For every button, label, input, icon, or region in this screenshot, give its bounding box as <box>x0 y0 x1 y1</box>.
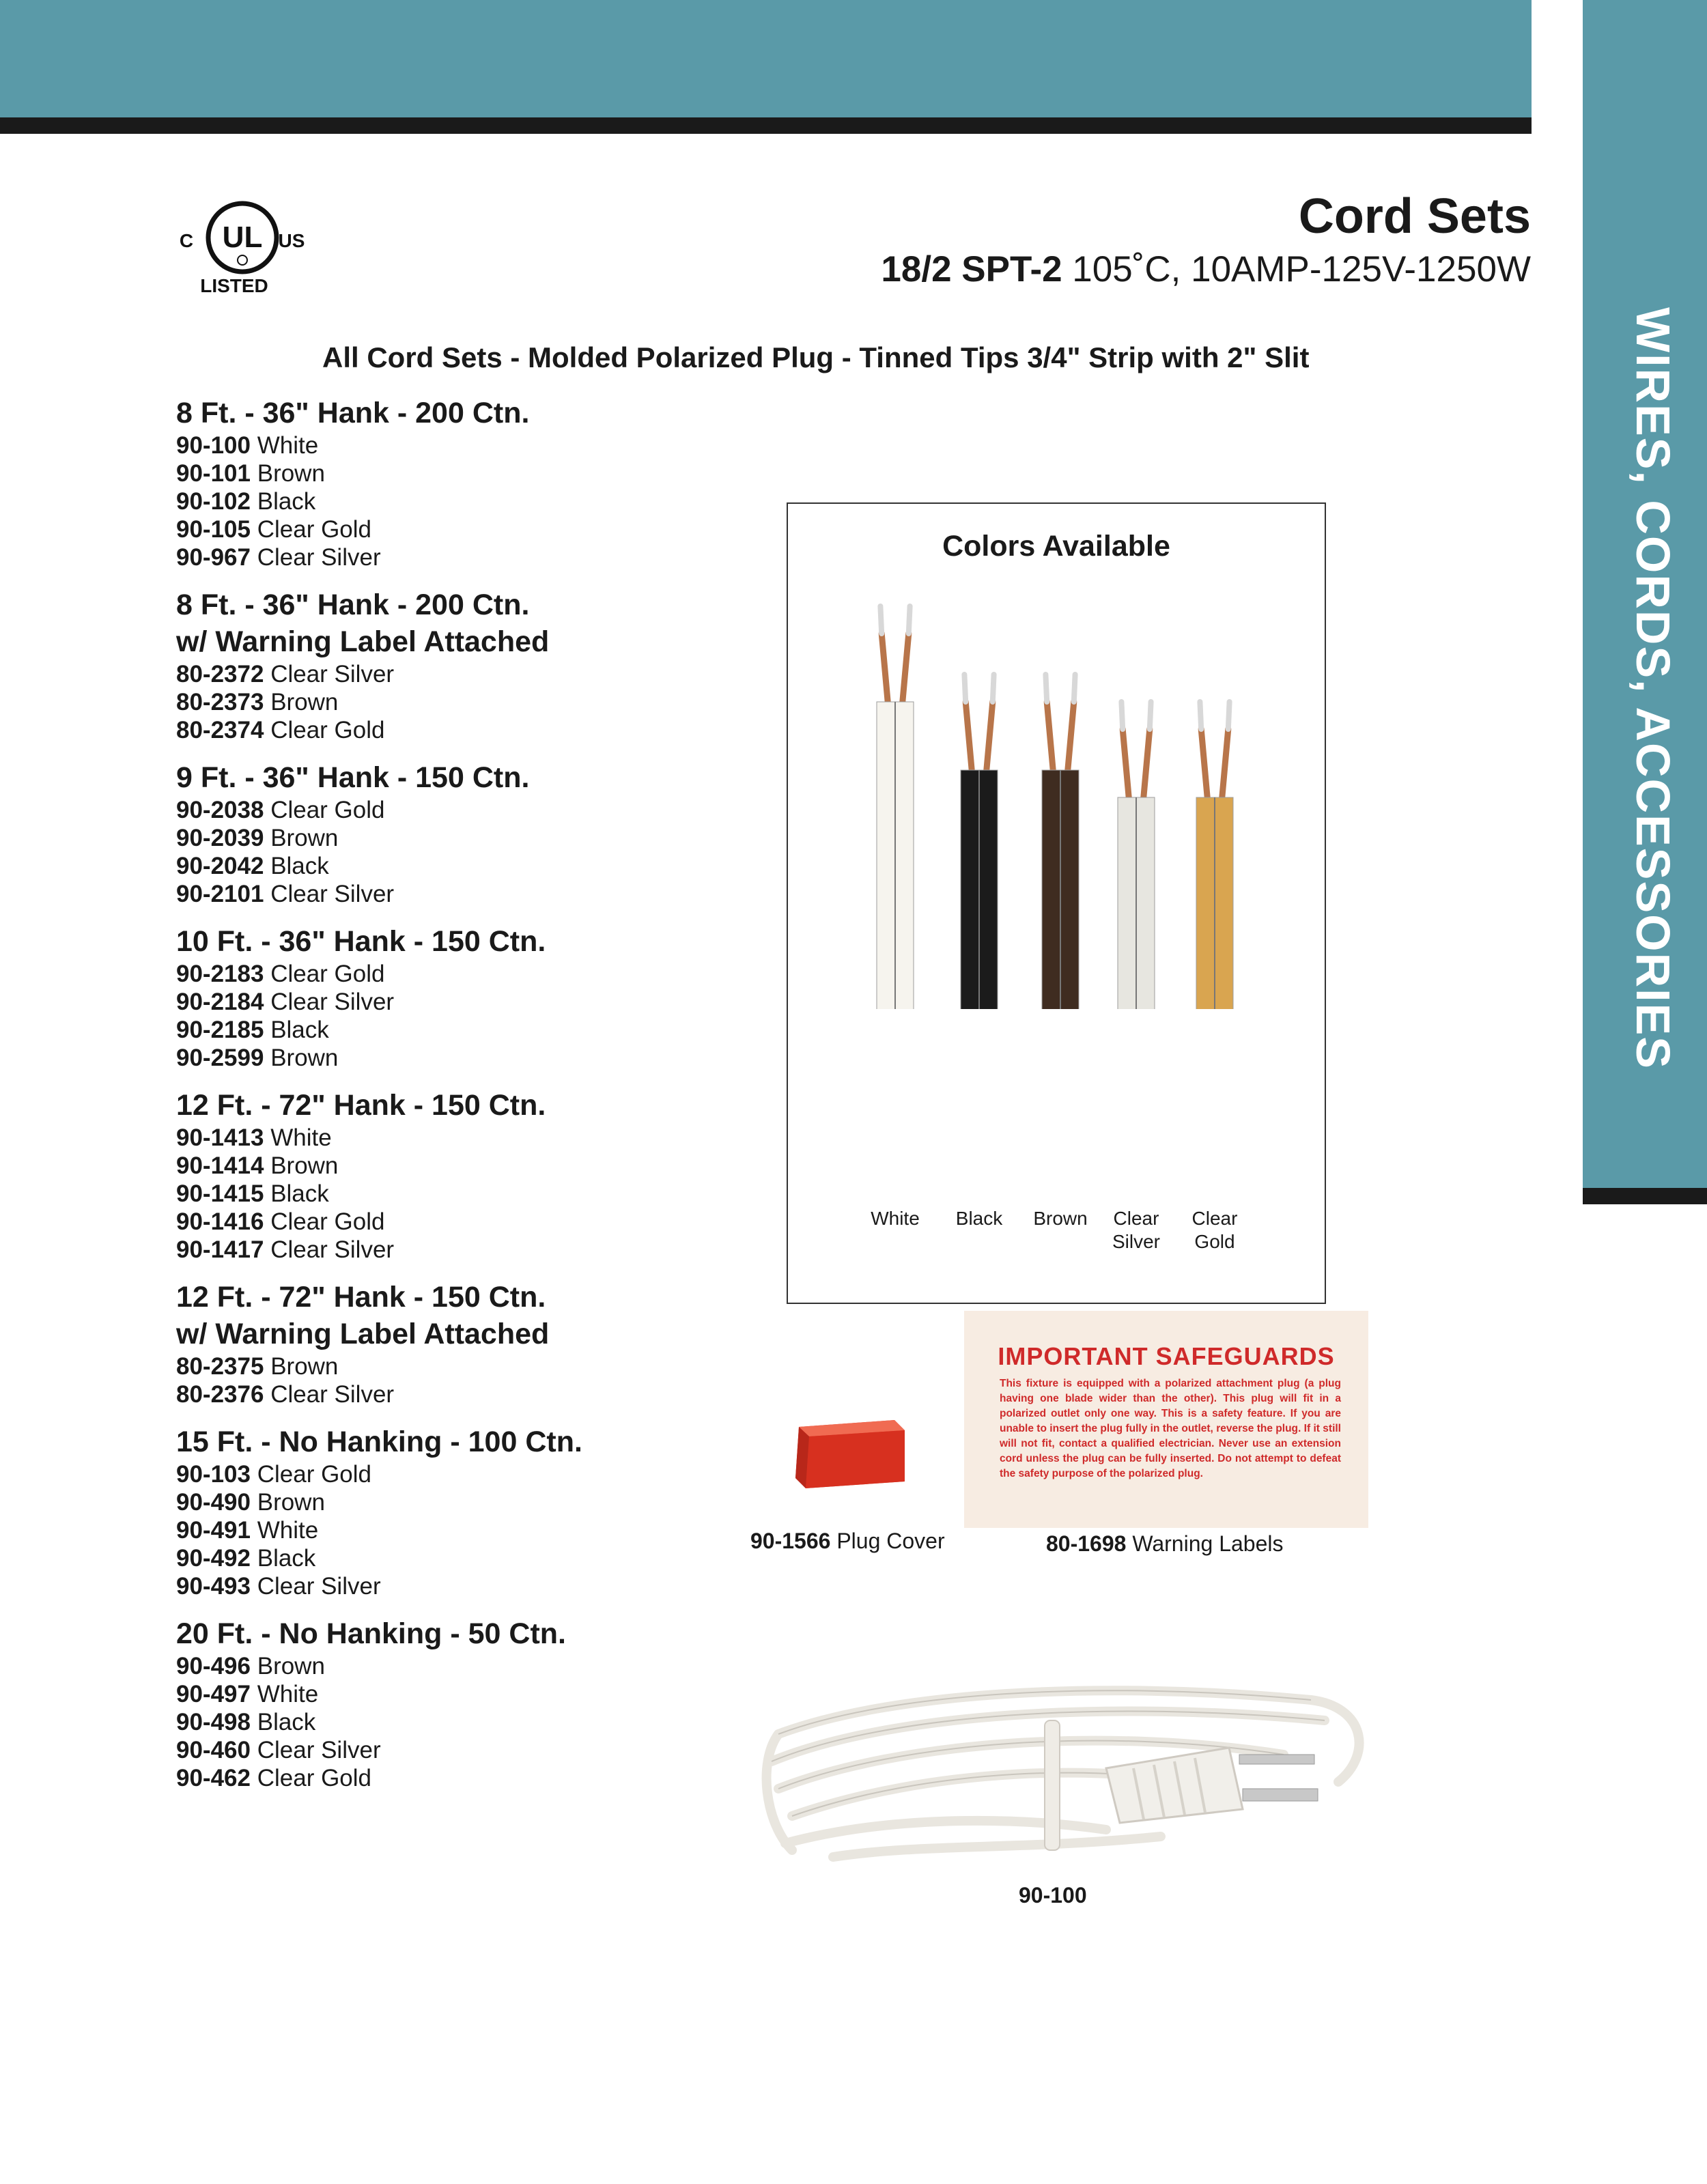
product-item <box>176 988 791 1016</box>
product-color: Brown <box>270 1152 339 1179</box>
product-code: 90-2185 <box>176 1017 264 1043</box>
product-item <box>176 852 791 880</box>
top-header-band <box>0 0 1532 117</box>
group-heading: 10 Ft. - 36" Hank - 150 Ctn. <box>176 925 546 958</box>
product-code: 90-2038 <box>176 797 264 823</box>
product-item <box>176 543 791 571</box>
product-color: White <box>257 1517 319 1544</box>
tinned-tip <box>1150 702 1151 729</box>
tinned-tip <box>909 606 910 634</box>
plug-cover-image <box>785 1413 922 1495</box>
product-color: Clear Silver <box>257 1573 381 1600</box>
product-code: 90-103 <box>176 1461 251 1488</box>
colors-available-panel <box>787 502 1326 1304</box>
product-item <box>176 1208 791 1236</box>
product-item <box>176 1460 791 1488</box>
tinned-tip <box>993 675 994 702</box>
product-color: Black <box>270 853 329 879</box>
wire-sample <box>961 675 998 1009</box>
product-color: Clear Gold <box>270 717 385 743</box>
ul-letters: UL <box>222 221 263 254</box>
product-code: 90-498 <box>176 1709 251 1735</box>
swatch-label-line2: Silver <box>1112 1231 1160 1252</box>
product-item <box>176 1380 791 1408</box>
product-color: Black <box>257 1545 316 1572</box>
swatch-label-line2: Gold <box>1194 1231 1235 1252</box>
product-code: 90-490 <box>176 1489 251 1516</box>
product-item <box>176 1352 791 1380</box>
product-code: 90-100 <box>176 432 251 459</box>
product-code: 80-2373 <box>176 689 264 715</box>
product-item <box>176 1652 791 1680</box>
group-heading: 20 Ft. - No Hanking - 50 Ctn. <box>176 1617 566 1650</box>
product-item <box>176 487 791 515</box>
tinned-tip <box>1045 675 1047 702</box>
product-item <box>176 1236 791 1264</box>
group-heading: 8 Ft. - 36" Hank - 200 Ctn. <box>176 397 530 429</box>
copper-lead <box>1144 729 1150 797</box>
product-color: Black <box>270 1180 329 1207</box>
product-color: Clear Gold <box>270 961 385 987</box>
product-item <box>176 1488 791 1516</box>
product-code: 90-105 <box>176 516 251 543</box>
tinned-tip <box>1121 702 1123 729</box>
product-color: Brown <box>270 1353 339 1380</box>
warning-label-title: IMPORTANT SAFEGUARDS <box>998 1342 1335 1370</box>
product-code: 80-2374 <box>176 717 264 743</box>
product-group <box>176 1279 791 1408</box>
product-code: 90-1416 <box>176 1208 264 1235</box>
product-color: Clear Silver <box>270 989 395 1015</box>
product-color: Clear Silver <box>270 661 395 687</box>
product-item <box>176 880 791 908</box>
product-item <box>176 1124 791 1152</box>
swatch-label-line1: Brown <box>1033 1208 1088 1229</box>
swatch-label <box>854 1207 936 1230</box>
product-color: Brown <box>270 825 339 851</box>
feature-banner: All Cord Sets - Molded Polarized Plug - Tinned Tips 3/4" Strip with 2" Slit <box>322 341 1310 373</box>
top-header-rule <box>0 117 1532 134</box>
product-code: 90-493 <box>176 1573 251 1600</box>
product-item <box>176 1736 791 1764</box>
product-item <box>176 688 791 716</box>
product-color: Clear Silver <box>257 1737 381 1763</box>
product-color: Clear Silver <box>270 1236 395 1263</box>
product-item <box>176 824 791 852</box>
product-code: 90-2183 <box>176 961 264 987</box>
tinned-tip <box>880 606 881 634</box>
product-code: 90-967 <box>176 544 251 571</box>
product-color: Clear Gold <box>270 1208 385 1235</box>
cord-set-image <box>751 1652 1386 1877</box>
product-code: 80-2376 <box>176 1381 264 1408</box>
product-item <box>176 1516 791 1544</box>
wire-sample <box>1196 702 1233 1009</box>
product-item <box>176 431 791 459</box>
product-color: Clear Gold <box>257 516 372 543</box>
product-item <box>176 459 791 487</box>
product-code: 90-491 <box>176 1517 251 1544</box>
product-group <box>176 923 791 1072</box>
wire-sample <box>877 606 914 1009</box>
subtitle-rating: 105˚C, 10AMP-125V-1250W <box>1062 249 1531 289</box>
swatch-label <box>1174 1207 1256 1253</box>
swatch-label <box>1095 1207 1177 1253</box>
product-group <box>176 1087 791 1264</box>
product-item <box>176 960 791 988</box>
warning-label-text: This fixture is equipped with a polarized attachment plug (a plug having one blade wider than the other). This plug will fit in a polarized outlet only one way. This is a safety feature. If you are unable to insert the plug fully in the outlet, reverse the plug. If it still will not fit, contact a qualified electrician. Never use an extension cord unless the plug can be fully inserted. Do not attempt to defeat the safety purpose of the polarized plug. <box>1000 1378 1341 1479</box>
product-color: Brown <box>270 1045 339 1071</box>
group-subheading: w/ Warning Label Attached <box>176 625 550 658</box>
group-heading: 8 Ft. - 36" Hank - 200 Ctn. <box>176 588 530 621</box>
copper-lead <box>1047 702 1053 770</box>
warning-labels-label: Warning Labels <box>1126 1531 1284 1556</box>
product-code: 90-1414 <box>176 1152 264 1179</box>
tinned-tip <box>1228 702 1230 729</box>
product-code: 90-2599 <box>176 1045 264 1071</box>
group-subheading: w/ Warning Label Attached <box>176 1318 550 1350</box>
plug-cover-label: Plug Cover <box>830 1529 945 1553</box>
ul-us-letters: US <box>278 230 305 251</box>
swatch-label <box>938 1207 1020 1230</box>
subtitle-spec: 18/2 SPT-2 <box>881 249 1062 289</box>
product-color: Clear Silver <box>270 881 395 907</box>
swatch-label-line1: Black <box>955 1208 1003 1229</box>
product-code: 80-2372 <box>176 661 264 687</box>
product-code: 90-2042 <box>176 853 264 879</box>
copper-lead <box>903 634 909 702</box>
product-color: Brown <box>257 460 325 487</box>
product-item <box>176 716 791 744</box>
copper-lead <box>1068 702 1074 770</box>
product-code: 80-2375 <box>176 1353 264 1380</box>
swatch-label-line1: Clear <box>1113 1208 1159 1229</box>
warning-labels-code: 80-1698 <box>1046 1531 1127 1556</box>
product-color: Black <box>257 1709 316 1735</box>
product-color: Brown <box>270 689 339 715</box>
product-code: 90-1415 <box>176 1180 264 1207</box>
side-tab-rule <box>1583 1188 1707 1204</box>
copper-lead <box>881 634 888 702</box>
product-item <box>176 1544 791 1572</box>
wire-samples-illustration <box>788 599 1325 1009</box>
product-color: White <box>270 1124 332 1151</box>
wire-sample <box>1042 675 1079 1009</box>
group-heading: 12 Ft. - 72" Hank - 150 Ctn. <box>176 1281 546 1314</box>
warning-label-image <box>964 1311 1368 1528</box>
copper-lead <box>965 702 972 770</box>
product-code: 90-492 <box>176 1545 251 1572</box>
tinned-tip <box>1200 702 1201 729</box>
group-heading: 12 Ft. - 72" Hank - 150 Ctn. <box>176 1089 546 1122</box>
colors-available-title: Colors Available <box>942 530 1170 563</box>
product-code: 90-496 <box>176 1653 251 1679</box>
product-code: 90-102 <box>176 488 251 515</box>
page-subtitle <box>881 249 1531 290</box>
cord-set-caption: 90-100 <box>1019 1883 1087 1908</box>
product-code: 90-2184 <box>176 989 264 1015</box>
product-item <box>176 1016 791 1044</box>
copper-lead <box>1201 729 1207 797</box>
copper-lead <box>1123 729 1129 797</box>
product-color: Brown <box>257 1489 325 1516</box>
tinned-tip <box>964 675 965 702</box>
product-item <box>176 1708 791 1736</box>
product-item <box>176 796 791 824</box>
product-list <box>176 395 791 1807</box>
product-item <box>176 1180 791 1208</box>
product-color: White <box>257 432 319 459</box>
plug-cover-caption <box>750 1529 945 1554</box>
product-color: Brown <box>257 1653 325 1679</box>
copper-lead <box>987 702 993 770</box>
product-group <box>176 1423 791 1600</box>
side-tab-label: WIRES, CORDS, ACCESSORIES <box>1626 307 1680 1070</box>
product-item <box>176 1044 791 1072</box>
plug-cover-code: 90-1566 <box>750 1529 831 1553</box>
product-item <box>176 1572 791 1600</box>
ul-listed-text: LISTED <box>200 275 268 296</box>
tinned-tip <box>1074 675 1075 702</box>
swatch-label-line1: White <box>871 1208 920 1229</box>
product-color: Clear Silver <box>270 1381 395 1408</box>
product-color: Black <box>270 1017 329 1043</box>
ul-listed-logo <box>174 191 311 300</box>
product-color: Clear Silver <box>257 544 381 571</box>
product-group <box>176 1615 791 1792</box>
wire-sample <box>1118 702 1155 1009</box>
product-item <box>176 515 791 543</box>
product-code: 90-1417 <box>176 1236 264 1263</box>
product-color: White <box>257 1681 319 1707</box>
product-item <box>176 660 791 688</box>
product-group <box>176 586 791 744</box>
product-group <box>176 759 791 908</box>
warning-labels-caption <box>1046 1531 1283 1557</box>
product-item <box>176 1764 791 1792</box>
product-code: 90-101 <box>176 460 251 487</box>
product-item <box>176 1152 791 1180</box>
product-item <box>176 1680 791 1708</box>
product-color: Black <box>257 488 316 515</box>
group-heading: 9 Ft. - 36" Hank - 150 Ctn. <box>176 761 530 794</box>
ul-c-letter: C <box>179 230 194 251</box>
page-title: Cord Sets <box>1298 189 1531 244</box>
product-code: 90-497 <box>176 1681 251 1707</box>
product-code: 90-462 <box>176 1765 251 1791</box>
product-code: 90-1413 <box>176 1124 264 1151</box>
swatch-label-line1: Clear <box>1191 1208 1238 1229</box>
group-heading: 15 Ft. - No Hanking - 100 Ctn. <box>176 1426 582 1458</box>
copper-lead <box>1222 729 1228 797</box>
product-code: 90-2101 <box>176 881 264 907</box>
product-code: 90-2039 <box>176 825 264 851</box>
product-color: Clear Gold <box>257 1765 372 1791</box>
product-color: Clear Gold <box>257 1461 372 1488</box>
product-group <box>176 395 791 571</box>
product-code: 90-460 <box>176 1737 251 1763</box>
swatch-label <box>1019 1207 1101 1230</box>
product-color: Clear Gold <box>270 797 385 823</box>
